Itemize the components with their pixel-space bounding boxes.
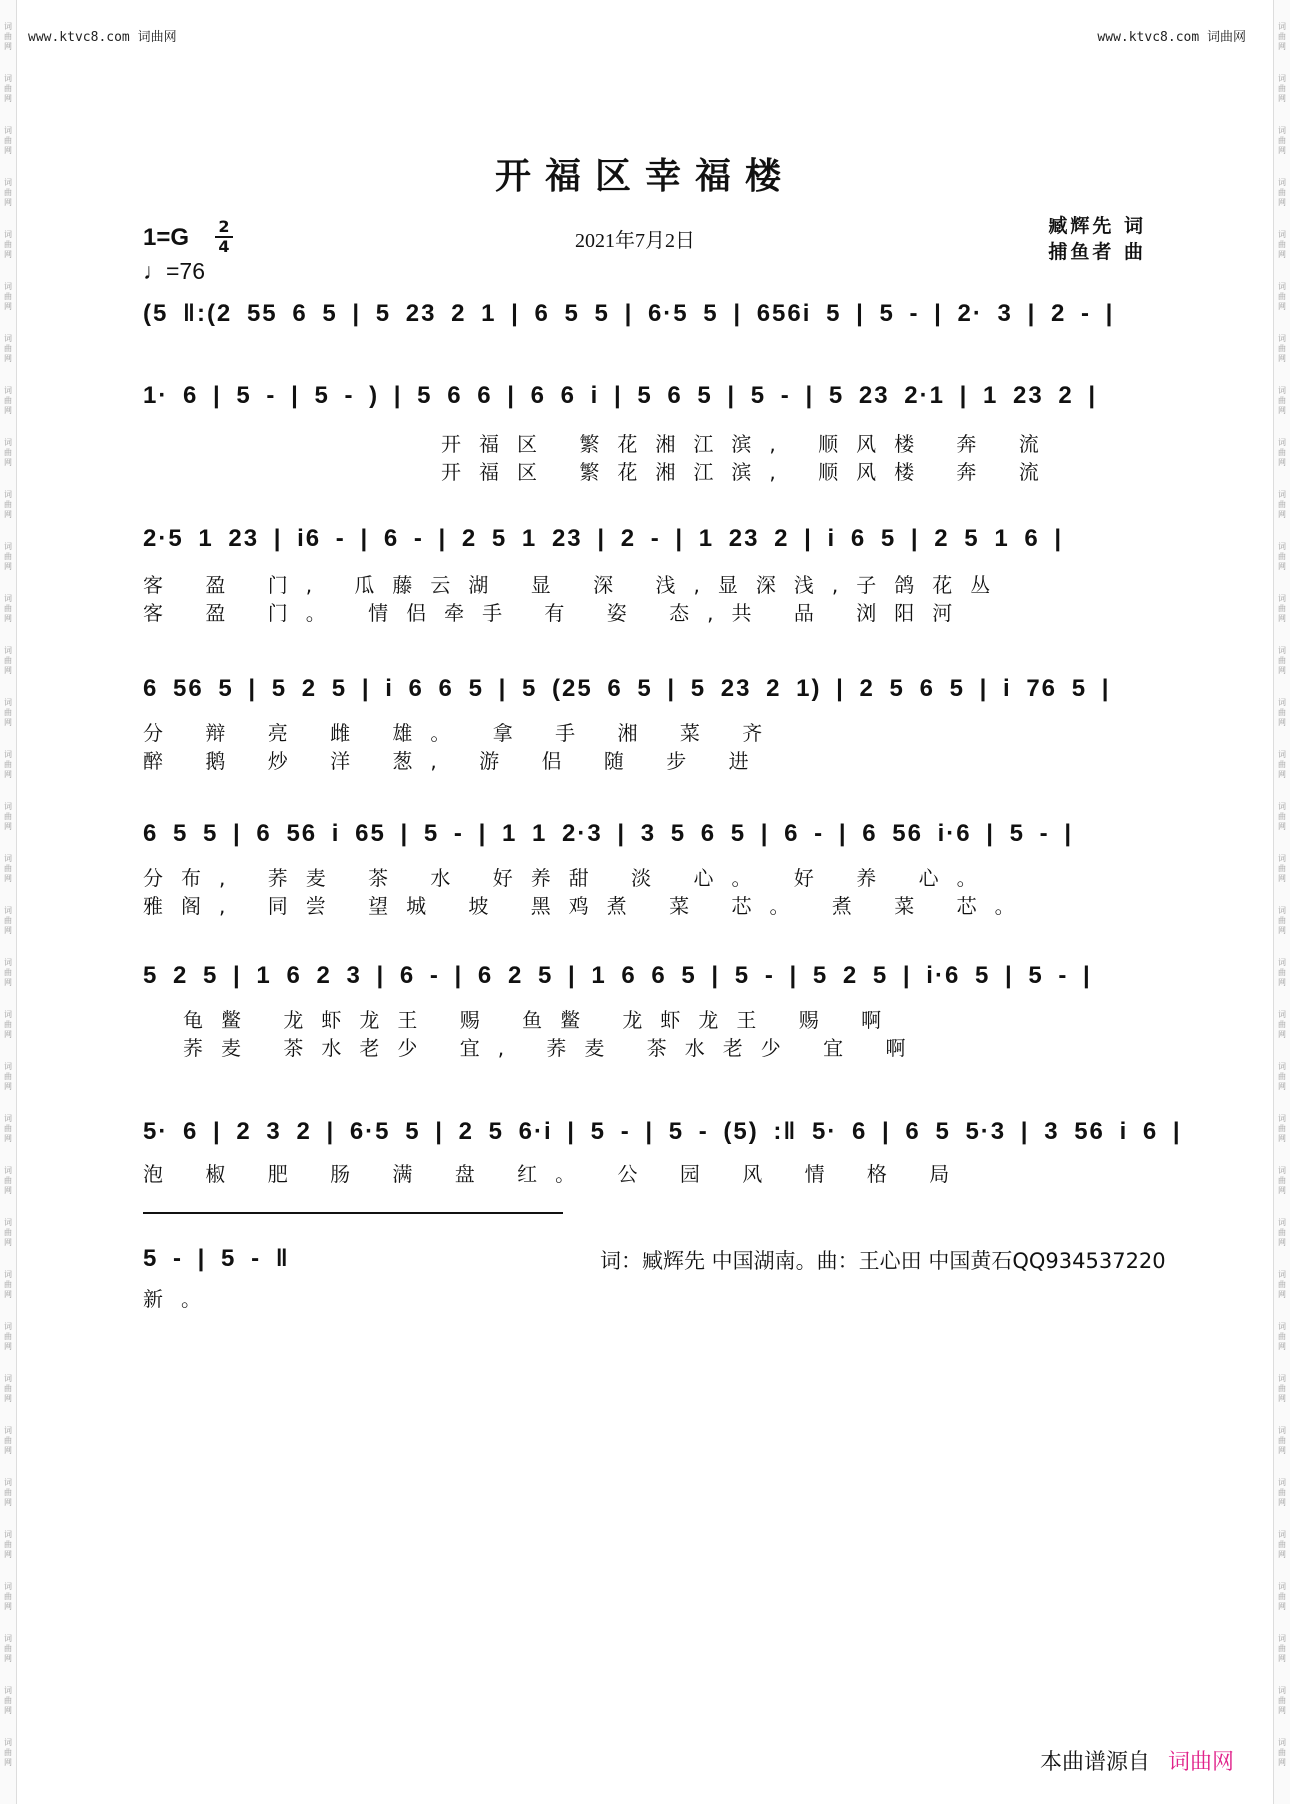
watermark-text: 词曲网 — [4, 698, 12, 727]
watermark-text: 词曲网 — [4, 126, 12, 155]
watermark-text: 词曲网 — [4, 178, 12, 207]
score-line-2 — [143, 382, 1153, 484]
watermark-text: 词曲网 — [4, 230, 12, 259]
lyric-verse-1: 分布, 荞麦 茶 水 好养甜 淡 心。 好 养 心。 — [143, 866, 995, 890]
watermark-text: 词曲网 — [1278, 1218, 1286, 1247]
score-line-1 — [143, 300, 1153, 340]
lyricist-credit: 臧辉先 词 — [1048, 215, 1146, 237]
watermark-text: 词曲网 — [4, 1218, 12, 1247]
watermark-text: 词曲网 — [4, 386, 12, 415]
watermark-text: 词曲网 — [1278, 1634, 1286, 1663]
footer-credit: 词：臧辉先 中国湖南。曲：王心田 中国黄石QQ934537220 — [600, 1249, 1166, 1273]
watermark-text: 词曲网 — [4, 438, 12, 467]
time-signature-bottom: 4 — [218, 237, 230, 256]
watermark-text: 词曲网 — [4, 1062, 12, 1091]
watermark-text: 词曲网 — [1278, 438, 1286, 467]
score-line-3 — [143, 525, 1153, 625]
watermark-text: 词曲网 — [1278, 178, 1286, 207]
watermark-text: 词曲网 — [4, 22, 12, 51]
watermark-text: 词曲网 — [4, 1426, 12, 1455]
score-line-7 — [143, 1118, 1182, 1186]
watermark-text: 词曲网 — [4, 750, 12, 779]
watermark-text: 词曲网 — [1278, 74, 1286, 103]
score-line-6 — [143, 962, 1153, 1060]
watermark-text: 词曲网 — [1278, 1530, 1286, 1559]
tempo-marking: ♩=76 — [143, 258, 206, 284]
watermark-text: 词曲网 — [1278, 1582, 1286, 1611]
watermark-text: 词曲网 — [1278, 1166, 1286, 1195]
watermark-text: 词曲网 — [4, 334, 12, 363]
notation: 5 - | 5 - ‖ — [143, 1245, 290, 1272]
lyric-verse-2: 荞麦 茶水老少 宜, 荞麦 茶水老少 宜 啊 — [183, 1036, 924, 1060]
watermark-text: 词曲网 — [1278, 1114, 1286, 1143]
watermark-text: 词曲网 — [1278, 1374, 1286, 1403]
watermark-text: 词曲网 — [4, 1738, 12, 1767]
watermark-text: 词曲网 — [4, 1582, 12, 1611]
watermark-text: 词曲网 — [1278, 1010, 1286, 1039]
watermark-text: 词曲网 — [4, 958, 12, 987]
left-watermark-strip — [0, 0, 17, 1804]
notation: 6 56 5 | 5 2 5 | i 6 6 5 | 5 (25 6 5 | 5 23 2 1) | 2 5 6 5 | i 76 5 | — [143, 675, 1111, 702]
watermark-text: 词曲网 — [4, 1010, 12, 1039]
watermark-text: 词曲网 — [1278, 1738, 1286, 1767]
composition-date: 2021年7月2日 — [575, 230, 695, 252]
watermark-text: 词曲网 — [4, 906, 12, 935]
notation: (5 ‖:(2 55 6 5 | 5 23 2 1 | 6 5 5 | 6·5 5 | 656i 5 | 5 - | 2· 3 | 2 - | — [143, 300, 1115, 327]
watermark-text: 词曲网 — [4, 74, 12, 103]
notation: 5· 6 | 2 3 2 | 6·5 5 | 2 5 6·i | 5 - | 5 - (5) :‖ 5· 6 | 6 5 5·3 | 3 56 i 6 | — [143, 1118, 1182, 1145]
lyric-verse-1: 开福区 繁花湘江滨, 顺风楼 奔 流 — [441, 432, 1057, 456]
watermark-text: 词曲网 — [4, 1166, 12, 1195]
watermark-text: 词曲网 — [1278, 1062, 1286, 1091]
watermark-text: 词曲网 — [4, 1478, 12, 1507]
watermark-text: 词曲网 — [1278, 646, 1286, 675]
final-tie-line — [143, 1212, 563, 1214]
watermark-text: 词曲网 — [1278, 1426, 1286, 1455]
watermark-text: 词曲网 — [1278, 594, 1286, 623]
watermark-text: 词曲网 — [1278, 1322, 1286, 1351]
notation: 2·5 1 23 | i6 - | 6 - | 2 5 1 23 | 2 - | 1 23 2 | i 6 5 | 2 5 1 6 | — [143, 525, 1064, 552]
lyric-verse-1: 泡 椒 肥 肠 满 盘 红。 公 园 风 情 格 局 — [143, 1162, 968, 1186]
watermark-text: 词曲网 — [4, 490, 12, 519]
watermark-text: 词曲网 — [1278, 750, 1286, 779]
watermark-text: 词曲网 — [4, 854, 12, 883]
watermark-text: 词曲网 — [1278, 22, 1286, 51]
watermark-text: 词曲网 — [1278, 542, 1286, 571]
notation: 5 2 5 | 1 6 2 3 | 6 - | 6 2 5 | 1 6 6 5 | 5 - | 5 2 5 | i·6 5 | 5 - | — [143, 962, 1092, 989]
watermark-text: 词曲网 — [4, 1114, 12, 1143]
watermark-text: 词曲网 — [1278, 854, 1286, 883]
header-site-right[interactable]: www.ktvc8.com 词曲网 — [1097, 30, 1246, 45]
watermark-text: 词曲网 — [1278, 958, 1286, 987]
lyric-verse-1: 分 辩 亮 雌 雄。 拿 手 湘 菜 齐 — [143, 721, 781, 745]
watermark-text: 词曲网 — [4, 1374, 12, 1403]
score-line-4 — [143, 675, 1153, 773]
watermark-text: 词曲网 — [1278, 334, 1286, 363]
watermark-text: 词曲网 — [1278, 386, 1286, 415]
watermark-text: 词曲网 — [4, 802, 12, 831]
source-label: 本曲谱源自 — [1039, 1750, 1150, 1775]
watermark-text: 词曲网 — [4, 1270, 12, 1299]
right-watermark-strip — [1273, 0, 1290, 1804]
time-signature — [215, 218, 233, 256]
watermark-text: 词曲网 — [4, 594, 12, 623]
lyric-verse-2: 雅阁, 同尝 望城 坡 黑鸡煮 菜 芯。 煮 菜 芯。 — [143, 894, 1033, 918]
composer-credit: 捕鱼者 曲 — [1048, 241, 1146, 263]
watermark-text: 词曲网 — [1278, 282, 1286, 311]
source-brand-link[interactable]: 词曲网 — [1167, 1750, 1234, 1775]
watermark-text: 词曲网 — [4, 1530, 12, 1559]
watermark-text: 词曲网 — [4, 1686, 12, 1715]
lyric-verse-1: 客 盈 门, 瓜藤云湖 显 深 浅,显深浅,子鸽花丛 — [143, 573, 1009, 597]
score-line-5 — [143, 820, 1153, 918]
watermark-text: 词曲网 — [1278, 698, 1286, 727]
watermark-text: 词曲网 — [1278, 906, 1286, 935]
lyric-verse-1: 龟鳖 龙虾龙王 赐 鱼鳖 龙虾龙王 赐 啊 — [183, 1008, 900, 1032]
watermark-text: 词曲网 — [4, 1634, 12, 1663]
watermark-text: 词曲网 — [4, 646, 12, 675]
watermark-text: 词曲网 — [4, 282, 12, 311]
song-title: 开福区幸福楼 — [494, 156, 795, 197]
notation: 1· 6 | 5 - | 5 - ) | 5 6 6 | 6 6 i | 5 6 5 | 5 - | 5 23 2·1 | 1 23 2 | — [143, 382, 1098, 409]
source-attribution — [1040, 1745, 1234, 1776]
watermark-text: 词曲网 — [1278, 1478, 1286, 1507]
watermark-text: 词曲网 — [1278, 230, 1286, 259]
notation: 6 5 5 | 6 56 i 65 | 5 - | 1 1 2·3 | 3 5 6 5 | 6 - | 6 56 i·6 | 5 - | — [143, 820, 1074, 847]
lyric-verse-2: 醉 鹅 炒 洋 葱, 游 侣 随 步 进 — [143, 749, 767, 773]
watermark-text: 词曲网 — [1278, 802, 1286, 831]
lyric-verse-2: 开福区 繁花湘江滨, 顺风楼 奔 流 — [441, 460, 1057, 484]
watermark-text: 词曲网 — [4, 542, 12, 571]
time-signature-top: 2 — [218, 217, 230, 236]
header-site-left[interactable]: www.ktvc8.com 词曲网 — [28, 30, 177, 45]
watermark-text: 词曲网 — [1278, 1686, 1286, 1715]
watermark-text: 词曲网 — [1278, 126, 1286, 155]
key-signature: 1=G — [143, 224, 190, 251]
lyric-verse-2: 客 盈 门。 情侣牵手 有 姿 态,共 品 浏阳河 — [143, 601, 971, 625]
lyric-verse-1: 新。 — [143, 1287, 219, 1311]
watermark-text: 词曲网 — [1278, 1270, 1286, 1299]
watermark-text: 词曲网 — [1278, 490, 1286, 519]
watermark-text: 词曲网 — [4, 1322, 12, 1351]
